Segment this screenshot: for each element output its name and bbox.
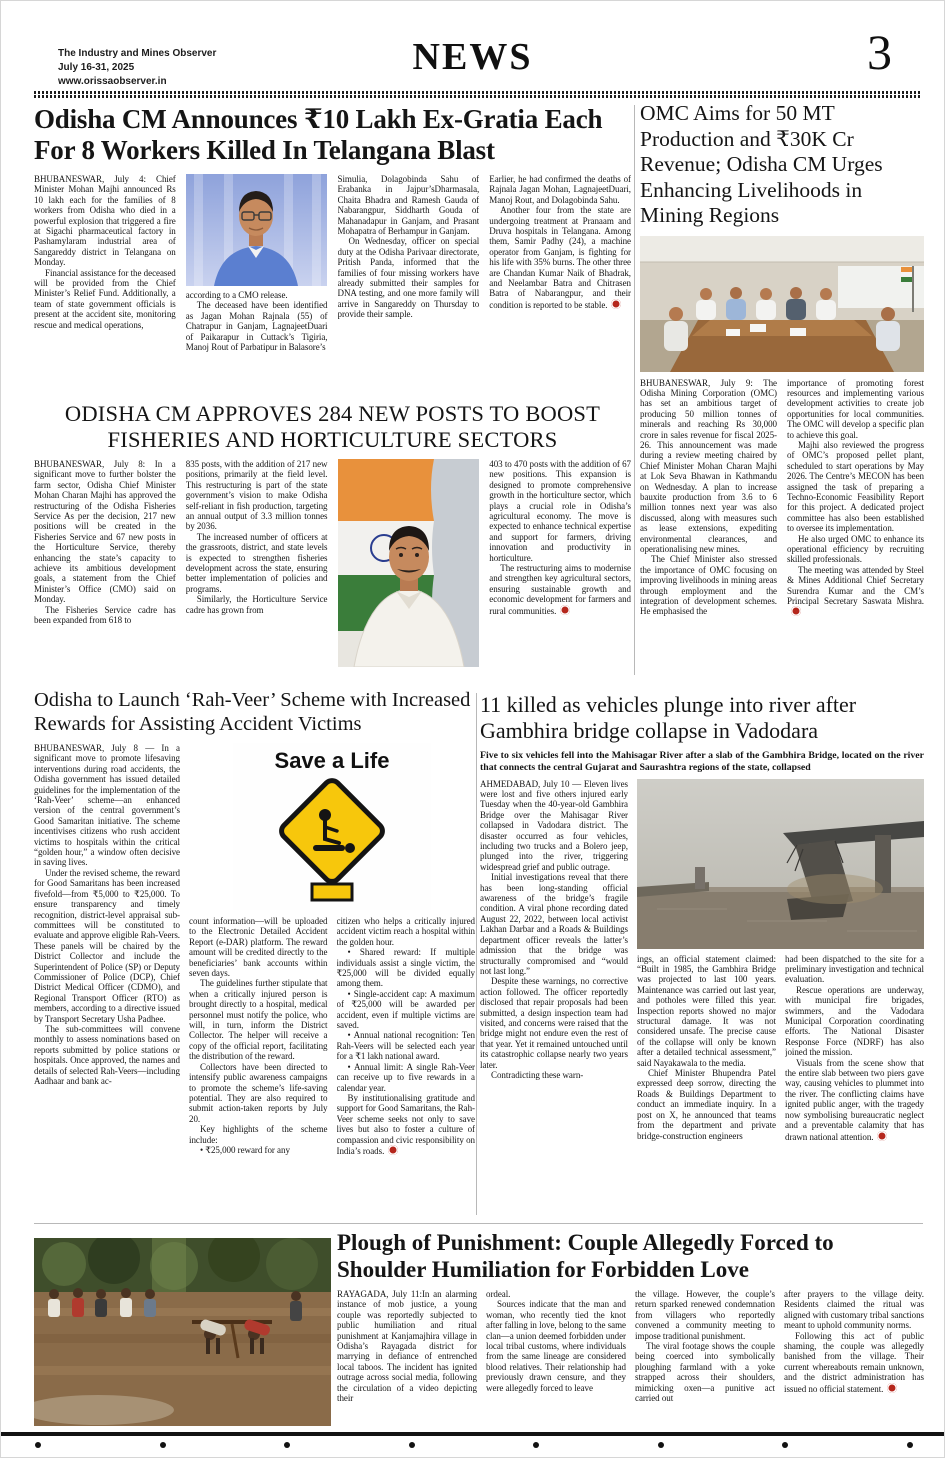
cm-portrait-illustration [186,174,327,286]
paragraph [784,1331,924,1394]
paragraph: citizen who helps a critically injured accident victim reach a hospital within the golden hour. [336,916,475,947]
paragraph: Despite these warnings, no corrective action followed. The officer reportedly disclosed that repair proposals had been submitted, a design inspection team had visited, and concerns were raised that the bridge might not endure even the rest of that year. Yet it remained untouched until its catastrophic collapse nearly two years later. [480,976,628,1070]
paragraph: Initial investigations reveal that there has been long-standing official awareness of the bridge’s fragile condition. A viral phone recording dated August 22, 2022, between local activist Lakhan Darbar and a Roads & Buildings department officer reveals the latter’s admission that the bridge was structurally compromised and “would not last long.” [480,872,628,976]
paragraph: • Single-accident cap: A maximum of ₹25,000 will be awarded per accident, even if multiple victims are saved. [336,988,475,1031]
paragraph: The deceased have been identified as Jagan Mohan Rajnala (55) of Chatrapur in Ganjam, LagnajeetDuari of Paikarapur in Cuttack’s Tigiria, Manoj Rout of Parbatipur in Balasore’s [185,300,328,353]
text-column [337,916,476,1218]
paragraph: The increased number of officers at the grassroots, district, and state levels is expected to strengthen fisheries development across the state, ensuring better implementation of policies and programs. [185,531,328,594]
paragraph: • Shared reward: If multiple individuals assist a single victim, the ₹25,000 will be divided equally among them. [336,947,475,989]
paragraph: • Annual limit: A single Rah-Veer can receive up to five rewards in a calendar year. [336,1061,475,1093]
footer-dots [35,1442,913,1448]
article-headline: ODISHA CM APPROVES 284 NEW POSTS TO BOOST FISHERIES AND HORTICULTURE SECTORS [64,401,601,452]
paragraph: Earlier, he had confirmed the deaths of Rajnala Jagan Mohan, LagnajeetDuari, Manoj Rout, and Dolagobinda Sahu. [489,174,631,205]
paragraph: On Wednesday, officer on special duty at the Odisha Parivaar directorate, Pritish Panda, informed that the families of four missing workers have already submitted their samples for DNA testing, and one more family will arrive in Sangareddy on Thursday to provide their sample. [337,236,480,320]
section-divider [34,1223,923,1224]
text-column [640,378,777,712]
footer-dot [409,1442,415,1448]
issue-date: July 16-31, 2025 [58,62,135,73]
paragraph: The guidelines further stipulate that when a critically injured person is brought directly to a hospital, medical personnel must notify the police, who will, in turn, inform the District Collector. The helper will receive a copy of the official report, facilitating the distribution of the reward. [189,978,328,1062]
save-a-life-sign-illustration [233,743,431,910]
text-column [186,459,328,681]
article-standfirst: Five to six vehicles fell into the Mahisagar River after a slab of the Gambhira Bridge, located on the river that connects the central Gujarat and Saurashtra regions of the state, collapsed [480,750,924,773]
rahveer-right-block [189,743,475,1221]
end-of-story-stamp [388,1145,398,1155]
save-a-life-sign [189,743,475,910]
footer-dot [160,1442,166,1448]
text-column [489,459,631,681]
paragraph: 835 posts, with the addition of 217 new positions, primarily at the field level. This restructuring is part of the state government’s vision to make Odisha self-reliant in fish production, targeting an annual output of 3.3 million tonnes by 2036. [185,459,328,532]
article-omc [640,101,924,712]
footer-rule [1,1432,945,1436]
plough-ritual-illustration [34,1238,331,1426]
paragraph: according to a CMO release. [185,290,288,300]
paragraph: The viral footage shows the couple being coerced into symbolically ploughing farmland with a yoke strapped across their shoulders, mimicking oxen—a punitive act carried out [635,1341,775,1404]
text-column [785,954,924,1202]
article-headline: OMC Aims for 50 MT Production and ₹30K Cr Revenue; Odisha CM Urges Enhancing Livelihoods in Mining Regions [640,101,883,227]
paragraph: Similarly, the Horticulture Service cadre has grown from [185,594,328,615]
paragraph-text: By institutionalising gratitude and support for Good Samaritans, the Rah-Veer scheme seeks not only to save lives but also to foster a culture of compassion and civic responsibility on India’s roads. [336,1092,475,1156]
paragraph: BHUBANESWAR, July 8: In a significant move to further bolster the farm sector, Odisha Chief Minister Mohan Charan Majhi has approved the restructuring of the Odisha Fisheries Service As per the decision, 217 new positions will be created in the Fisheries Service and 67 new posts in the Horticulture Service, thereby enhancing the state’s capacity to achieve its ambitious development goals, a statement from the Chief Minister’s Office (CMO) said on Monday. [34,459,176,605]
cm-portrait-photo [186,174,328,286]
paragraph: • Annual national recognition: Ten Rah-Veers will be selected each year for a ₹1 lakh national award. [336,1030,475,1062]
text-column [337,1289,477,1423]
paragraph: RAYAGADA, July 11:In an alarming instance of mob justice, a young couple was reportedly subjected to public humiliation and ritual punishment at Kanjamajhira village in Odisha’s Rayagada district for marrying in defiance of entrenched local taboos. The incident has ignited outrage across social media, following the circulation of a video depicting their [337,1289,477,1404]
text-column [486,1289,626,1423]
text-column [787,378,924,712]
footer-dot [35,1442,41,1448]
majhi-flag-photo [338,459,480,667]
paragraph: The Chief Minister also stressed the importance of OMC focusing on improving livelihoods in mining areas through employment and the integration of development schemes. He emphasised the [640,554,777,617]
paragraph: count information—will be uploaded to the Electronic Detailed Accident Report (e-DAR) platform. The reward amount will be credited directly to the beneficiaries’ bank accounts within seven days. [189,916,328,979]
end-of-story-stamp [877,1131,887,1141]
paragraph [337,1093,476,1156]
paragraph: BHUBANESWAR, July 9: The Odisha Mining Corporation (OMC) has set an ambitious target of producing 50 million tonnes of minerals and reaching Rs 30,000 crore in sales revenue for fiscal 2025-26. This announcement was made during a review meeting chaired by Chief Minister Mohan Charan Majhi at Lok Seva Bhawan in Kathmandu on Wednesday. A plan to increase bauxite production from 3.6 to 6 million tonnes next year was also discussed, along with measures such as lease extensions, expediting environmental clearances, and operationalising new mines. [640,377,777,554]
article-headline: Plough of Punishment: Couple Allegedly Forced to Shoulder Humiliation for Forbidden Love [337,1230,834,1282]
text-column [34,174,176,396]
article-rahveer [34,688,475,1221]
publication-name: The Industry and Mines Observer [58,48,217,59]
article-headline: 11 killed as vehicles plunge into river after Gambhira bridge collapse in Vadodara [480,692,857,743]
column-divider [634,105,635,675]
article-gambhira [480,692,924,1202]
omc-meeting-photo [640,236,924,372]
paragraph: Chief Minister Bhupendra Patel expressed deep sorrow, directing the Roads & Buildings Department to conduct an immediate inquiry. In a post on X, he announced that teams from the department and private bridge-construction engineers [637,1068,776,1141]
paragraph-text: Visuals from the scene show that the entire slab between two piers gave way, causing vehicles to plummet into the river. The conflicting claims have ignited public anger, with the tragedy now symbolising bureaucratic neglect and a preventable calamity that has drawn national attention. [785,1057,924,1142]
paragraph: ordeal. [486,1289,511,1299]
text-column [635,1289,775,1423]
bridge-collapse-photo [637,779,924,949]
text-column [637,954,776,1202]
paragraph: the village. However, the couple’s return sparked renewed condemnation from villagers who reportedly convened a community meeting to impose traditional punishment. [635,1289,775,1341]
sign-text: Save a Life [274,748,390,773]
paragraph: importance of promoting forest resources and implementing various development activities to create job opportunities for local communities. The OMC will develop a specific plan to achieve this goal. [787,377,924,440]
paragraph: Simulia, Dolagobinda Sahu of Erabanka in Jajpur’sDharmasala, Chaita Bhadra and Ramesh Gauda of Nabarangpur, Siddharth Gouda of Mahanadapur in Ganjam, and Prasant Mohapatra of Berhampur in Ganjam. [337,174,480,237]
majhi-flag-illustration [338,459,480,667]
section-title: NEWS [412,36,533,78]
article-fisheries [34,401,631,681]
text-column [186,174,328,396]
paragraph: 403 to 470 posts with the addition of 67 new positions. This expansion is designed to promote comprehensive growth in the horticulture sector, which plays a crucial role in Odisha’s agricultural economy. The move is expected to enhance technical expertise and support for farmers, driving innovation and productivity in horticulture. [489,459,631,563]
footer-dot [533,1442,539,1448]
paragraph: AHMEDABAD, July 10 — Eleven lives were lost and five others injured early Tuesday when the 40-year-old Gambhira Bridge over the Mahisagar River collapsed in Vadodara district. The disaster occurred as four vehicles, including two trucks and a Bolero jeep, plunged into the river, triggering widespread grief and public outrage. [480,778,628,872]
header-rule [34,91,922,98]
text-column [189,916,328,1218]
column-divider [476,693,477,1215]
paragraph: Sources indicate that the man and woman, who recently tied the knot after falling in love, belong to the same clan—a union deemed forbidden under local tribal customs, where individuals from the same lineage are considered blood relatives. Their relationship had previously drawn censure, and they were allegedly forced to leave [486,1299,626,1393]
text-column [480,779,628,1201]
gambhira-right-block [637,779,924,1202]
end-of-story-stamp [791,606,801,616]
paragraph [489,563,631,616]
article-exgratia [34,104,631,396]
paragraph: Under the revised scheme, the reward for Good Samaritans has been increased fivefold—from ₹5,000 to ₹25,000. To ensure transparency and timely recognition, district-level appraisal sub-committees will be constituted to evaluate and approve eligible Rah-Veers. These panels will be chaired by the District Collector and include the Superintendent of Police (SP) or Deputy Commissioner of Police (DCP), Chief District Medical Officer (CDMO), and Regional Transport Officer (RTO) as members, according to a directive issued by Transport Secretary Usha Padhee. [34,867,180,1024]
paragraph: BHUBANESWAR, July 8 — In a significant move to promote lifesaving interventions during road accidents, the Odisha government has issued detailed guidelines for the implementation of the ‘Rah-Veer’ scheme—an enhanced version of the central government’s Good Samaritan initiative. The scheme incentivises citizens who rush accident victims to hospitals within the critical “golden hour,” a window often decisive in saving lives. [34,743,180,868]
text-column [489,174,631,396]
paragraph-text: Another four from the state are undergoing treatment at Pranaam and Druva hospitals in Telangana. Among them, Samir Padhy (24), a machine operator from Ganjam, is fighting for his life with 35% burns. The other three are Chandan Kumar Naik of Bhadrak, and Neelambar Batra and Chitrasen Batra of Nabarangpur, and their condition is reported to be stable. [489,205,631,310]
article-plough [34,1229,924,1427]
article-headline: Odisha CM Announces ₹10 Lakh Ex-Gratia Each For 8 Workers Killed In Telangana Blast [34,104,603,165]
paragraph: Collectors have been directed to intensify public awareness campaigns to promote the scheme’s life-saving potential. They are also required to submit action-taken reports by July 20. [189,1061,328,1124]
paragraph: had been dispatched to the site for a preliminary investigation and technical evaluation. [785,953,924,985]
text-column [34,459,176,681]
paragraph: Financial assistance for the deceased will be provided from the Chief Minister’s Relief Fund. Additionally, a team of state government officials is present at the accident site, monitoring rescue and medical operations, [34,267,176,330]
plough-text-block [337,1229,924,1423]
end-of-story-stamp [887,1383,897,1393]
paragraph [489,205,631,310]
paragraph: after prayers to the village deity. Residents claimed the ritual was aligned with customary tribal sanctions meant to uphold community norms. [784,1289,924,1331]
paragraph: Key highlights of the scheme include: [189,1124,328,1145]
paragraph-text: The meeting was attended by Steel & Mines Additional Chief Secretary Surendra Kumar and the CM’s Principal Secretary Saswata Mishra. [787,564,924,607]
paragraph [785,1058,924,1142]
paragraph: Majhi also reviewed the progress of OMC’s proposed pellet plant, scheduled to start operations by May 2026. The Centre’s MECON has been assigned the task of preparing a Techno-Economic Feasibility Report for this project. A dedicated project committee has also been established to oversee its implementation. [787,439,924,534]
paragraph: ings, an official statement claimed: “Built in 1985, the Gambhira Bridge was projected to last 100 years. Maintenance was carried out last year, and potholes were filled this year. Inspection reports showed no major structural damage. It was not considered unsafe. The precise cause of the collapse will only be known after a detailed technical assessment,” said Nayakawala to the media. [637,953,776,1068]
paragraph: The sub-committees will convene monthly to assess nominations based on reports submitted by police stations or hospitals. Once approved, the names and details of selected Rah-Veers—including Aadhaar and bank ac- [34,1023,180,1086]
plough-ritual-photo [34,1238,331,1426]
paragraph: • ₹25,000 reward for any [200,1144,290,1155]
paragraph-text: Following this act of public shaming, the couple was allegedly banished from the village. Their current whereabouts remain unknown, and the district administration has issued no official statement. [784,1330,924,1394]
footer-dot [782,1442,788,1448]
paragraph: Rescue operations are underway, with municipal fire brigades, swimmers, and the Vadodara Municipal Corporation coordinating efforts. The National Disaster Response Force (NDRF) has also joined the mission. [785,984,924,1058]
end-of-story-stamp [611,299,621,309]
text-column [338,174,480,396]
footer-dot [658,1442,664,1448]
end-of-story-stamp [560,605,570,615]
text-column [34,743,180,1221]
bridge-collapse-illustration [637,779,924,949]
paragraph: BHUBANESWAR, July 4: Chief Minister Mohan Majhi announced Rs 10 lakh each for the families of 8 workers from Odisha who died in a powerful explosion that triggered a fire at Sigachi pharmaceutical factory in Pashamylaram industrial area of Sangareddy district in Telangana on Monday. [34,174,176,268]
footer-dot [907,1442,913,1448]
website-url: www.orissaobserver.in [58,76,167,87]
paragraph-text: The restructuring aims to modernise and strengthen key agricultural sectors, ensuring sustainable growth and economic development for farmers and rural communities. [489,563,631,616]
footer-dot [284,1442,290,1448]
paragraph: He also urged OMC to enhance its operational efficiency by recruiting skilled professionals. [787,533,924,565]
image-column [338,459,480,681]
article-headline: Odisha to Launch ‘Rah-Veer’ Scheme with Increased Rewards for Assisting Accident Victims [34,689,471,735]
paragraph: Contradicting these warn- [491,1069,584,1080]
paragraph: The Fisheries Service cadre has been expanded from 618 to [34,604,176,626]
page-number: 3 [867,24,892,80]
omc-meeting-illustration [640,236,924,372]
text-column [784,1289,924,1423]
paragraph [787,565,924,618]
